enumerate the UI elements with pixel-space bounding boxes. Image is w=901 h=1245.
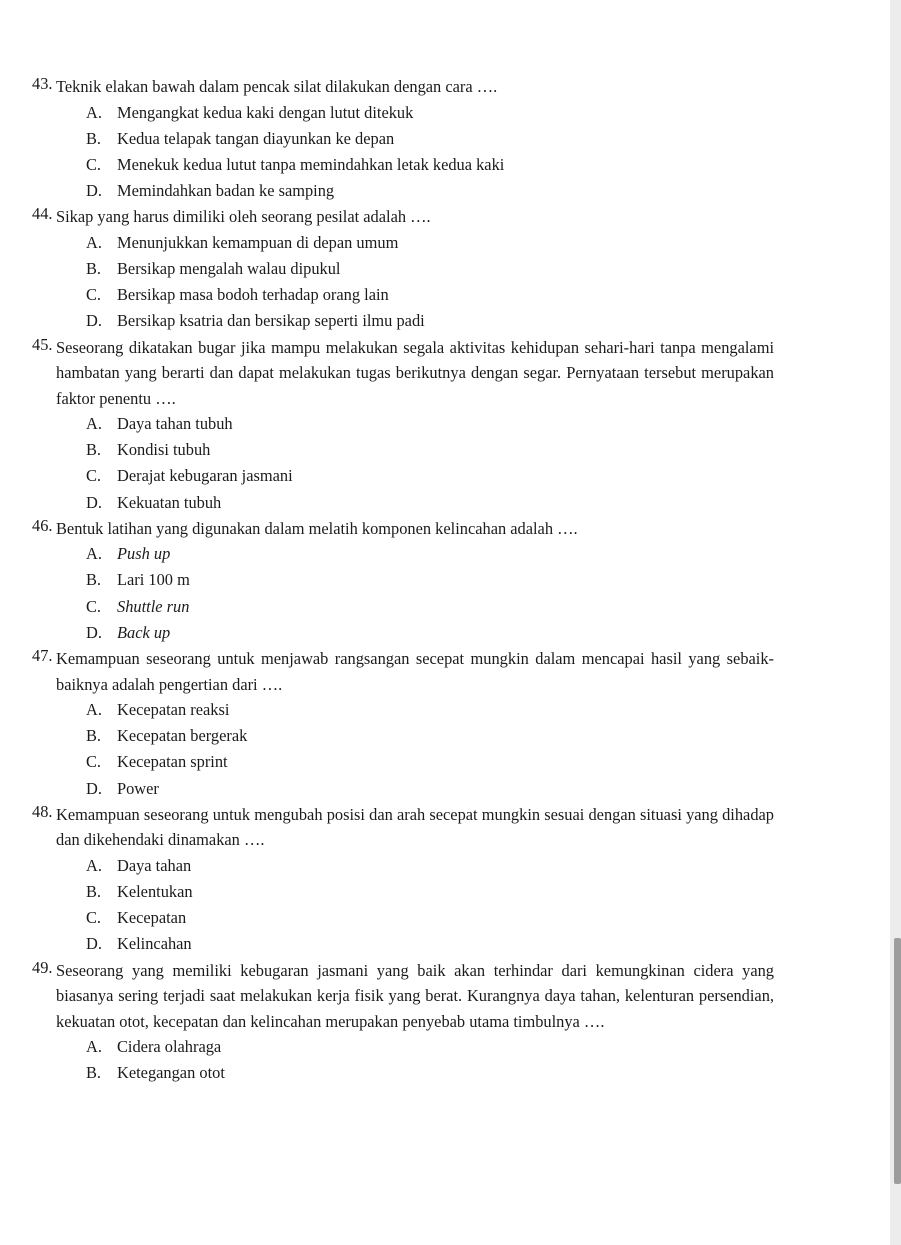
question-44 <box>32 204 774 334</box>
option-text: Kecepatan bergerak <box>117 726 248 746</box>
option-a <box>86 697 774 723</box>
option-a <box>86 853 774 879</box>
scrollbar-thumb[interactable] <box>894 938 901 1184</box>
option-list <box>86 853 774 958</box>
option-letter: D. <box>86 311 102 331</box>
question-number: 47. <box>32 646 53 665</box>
option-text: Kecepatan sprint <box>117 752 228 772</box>
option-list <box>86 230 774 335</box>
question-46 <box>32 516 774 646</box>
question-text: Bentuk latihan yang digunakan dalam melatih komponen kelincahan adalah …. <box>56 518 578 538</box>
option-list <box>86 411 774 516</box>
option-text: Menunjukkan kemampuan di depan umum <box>117 232 399 252</box>
question-text: Seseorang dikatakan bugar jika mampu melakukan segala aktivitas kehidupan sehari-hari tanpa mengalami hambatan yang berarti dan dapat melakukan tugas berikutnya dengan segar. Pernyataan tersebut merupakan faktor penentu …. <box>56 337 774 408</box>
option-text: Shuttle run <box>117 596 190 616</box>
option-text: Bersikap masa bodoh terhadap orang lain <box>117 285 389 305</box>
option-d <box>86 620 774 646</box>
option-text: Lari 100 m <box>117 570 190 590</box>
option-letter: D. <box>86 181 102 201</box>
option-c <box>86 749 774 775</box>
question-list <box>32 74 774 1086</box>
option-text: Memindahkan badan ke samping <box>117 181 335 201</box>
option-letter: A. <box>86 700 102 719</box>
option-letter: A. <box>86 544 102 564</box>
option-letter: A. <box>86 414 102 433</box>
option-list <box>86 541 774 646</box>
option-a <box>86 541 774 567</box>
option-text: Kelincahan <box>117 934 192 954</box>
option-d <box>86 931 774 957</box>
option-b <box>86 126 774 152</box>
option-letter: C. <box>86 908 102 928</box>
option-letter: D. <box>86 492 102 512</box>
option-text: Back up <box>117 622 171 642</box>
option-c <box>86 282 774 308</box>
option-c <box>86 463 774 489</box>
question-text: Kemampuan seseorang untuk mengubah posisi dan arah secepat mungkin sesuai dengan situasi yang dihadap dan dikehendaki dinamakan …. <box>56 804 774 850</box>
option-letter: D. <box>86 778 102 798</box>
option-letter: C. <box>86 466 102 486</box>
option-text: Kondisi tubuh <box>117 440 211 460</box>
option-letter: B. <box>86 440 102 460</box>
question-48 <box>32 802 774 958</box>
option-letter: C. <box>86 154 102 174</box>
option-letter: A. <box>86 855 102 875</box>
option-letter: A. <box>86 232 102 252</box>
option-a <box>86 100 774 126</box>
option-letter: B. <box>86 881 102 901</box>
option-b <box>86 256 774 282</box>
question-47 <box>32 646 774 802</box>
option-text: Daya tahan <box>117 855 192 875</box>
option-text: Daya tahan tubuh <box>117 414 233 433</box>
option-c <box>86 594 774 620</box>
option-text: Menekuk kedua lutut tanpa memindahkan letak kedua kaki <box>117 154 505 174</box>
option-text: Cidera olahraga <box>117 1037 222 1056</box>
option-b <box>86 879 774 905</box>
question-number: 46. <box>32 515 53 535</box>
option-letter: B. <box>86 258 102 278</box>
option-letter: C. <box>86 285 102 305</box>
option-text: Kecepatan <box>117 908 187 928</box>
option-text: Kedua telapak tangan diayunkan ke depan <box>117 128 395 148</box>
option-letter: D. <box>86 622 102 642</box>
option-text: Kecepatan reaksi <box>117 700 230 719</box>
option-letter: A. <box>86 102 102 122</box>
option-d <box>86 776 774 802</box>
question-text: Sikap yang harus dimiliki oleh seorang pesilat adalah …. <box>56 207 431 227</box>
option-text: Derajat kebugaran jasmani <box>117 466 293 486</box>
question-text: Kemampuan seseorang untuk menjawab rangsangan secepat mungkin dalam mencapai hasil yang sebaik-baiknya adalah pengertian dari …. <box>56 649 774 694</box>
option-list <box>86 1034 774 1086</box>
option-c <box>86 152 774 178</box>
option-letter: B. <box>86 128 102 148</box>
option-a <box>86 1034 774 1060</box>
question-number: 49. <box>32 957 53 977</box>
option-c <box>86 905 774 931</box>
option-text: Kekuatan tubuh <box>117 492 222 512</box>
option-letter: B. <box>86 726 102 746</box>
option-text: Power <box>117 778 159 798</box>
option-letter: B. <box>86 1063 102 1083</box>
option-letter: C. <box>86 596 102 616</box>
option-text: Ketegangan otot <box>117 1063 225 1083</box>
question-text: Seseorang yang memiliki kebugaran jasmani yang baik akan terhindar dari kemungkinan cidera yang biasanya sering terjadi saat melakukan kerja fisik yang berat. Kurangnya daya tahan, kelenturan persendian, kekuatan otot, kecepatan dan kelincahan merupakan penyebab utama timbulnya …. <box>56 960 774 1031</box>
option-text: Mengangkat kedua kaki dengan lutut ditekuk <box>117 102 414 122</box>
question-number: 48. <box>32 801 53 821</box>
question-text: Teknik elakan bawah dalam pencak silat dilakukan dengan cara …. <box>56 77 498 96</box>
option-b <box>86 437 774 463</box>
option-b <box>86 723 774 749</box>
option-d <box>86 490 774 516</box>
option-b <box>86 567 774 593</box>
option-letter: C. <box>86 752 102 772</box>
option-letter: B. <box>86 570 102 590</box>
option-d <box>86 178 774 204</box>
option-text: Push up <box>117 544 171 564</box>
question-number: 45. <box>32 334 53 354</box>
option-d <box>86 308 774 334</box>
option-letter: D. <box>86 934 102 954</box>
question-43 <box>32 74 774 204</box>
question-number: 44. <box>32 204 53 224</box>
option-a <box>86 230 774 256</box>
option-list <box>86 697 774 802</box>
option-a <box>86 411 774 437</box>
option-list <box>86 100 774 205</box>
question-45 <box>32 335 774 516</box>
option-text: Kelentukan <box>117 881 193 901</box>
question-49 <box>32 958 774 1087</box>
question-number: 43. <box>32 74 53 93</box>
option-b <box>86 1060 774 1086</box>
option-text: Bersikap mengalah walau dipukul <box>117 258 341 278</box>
option-letter: A. <box>86 1037 102 1056</box>
option-text: Bersikap ksatria dan bersikap seperti ilmu padi <box>117 311 425 331</box>
